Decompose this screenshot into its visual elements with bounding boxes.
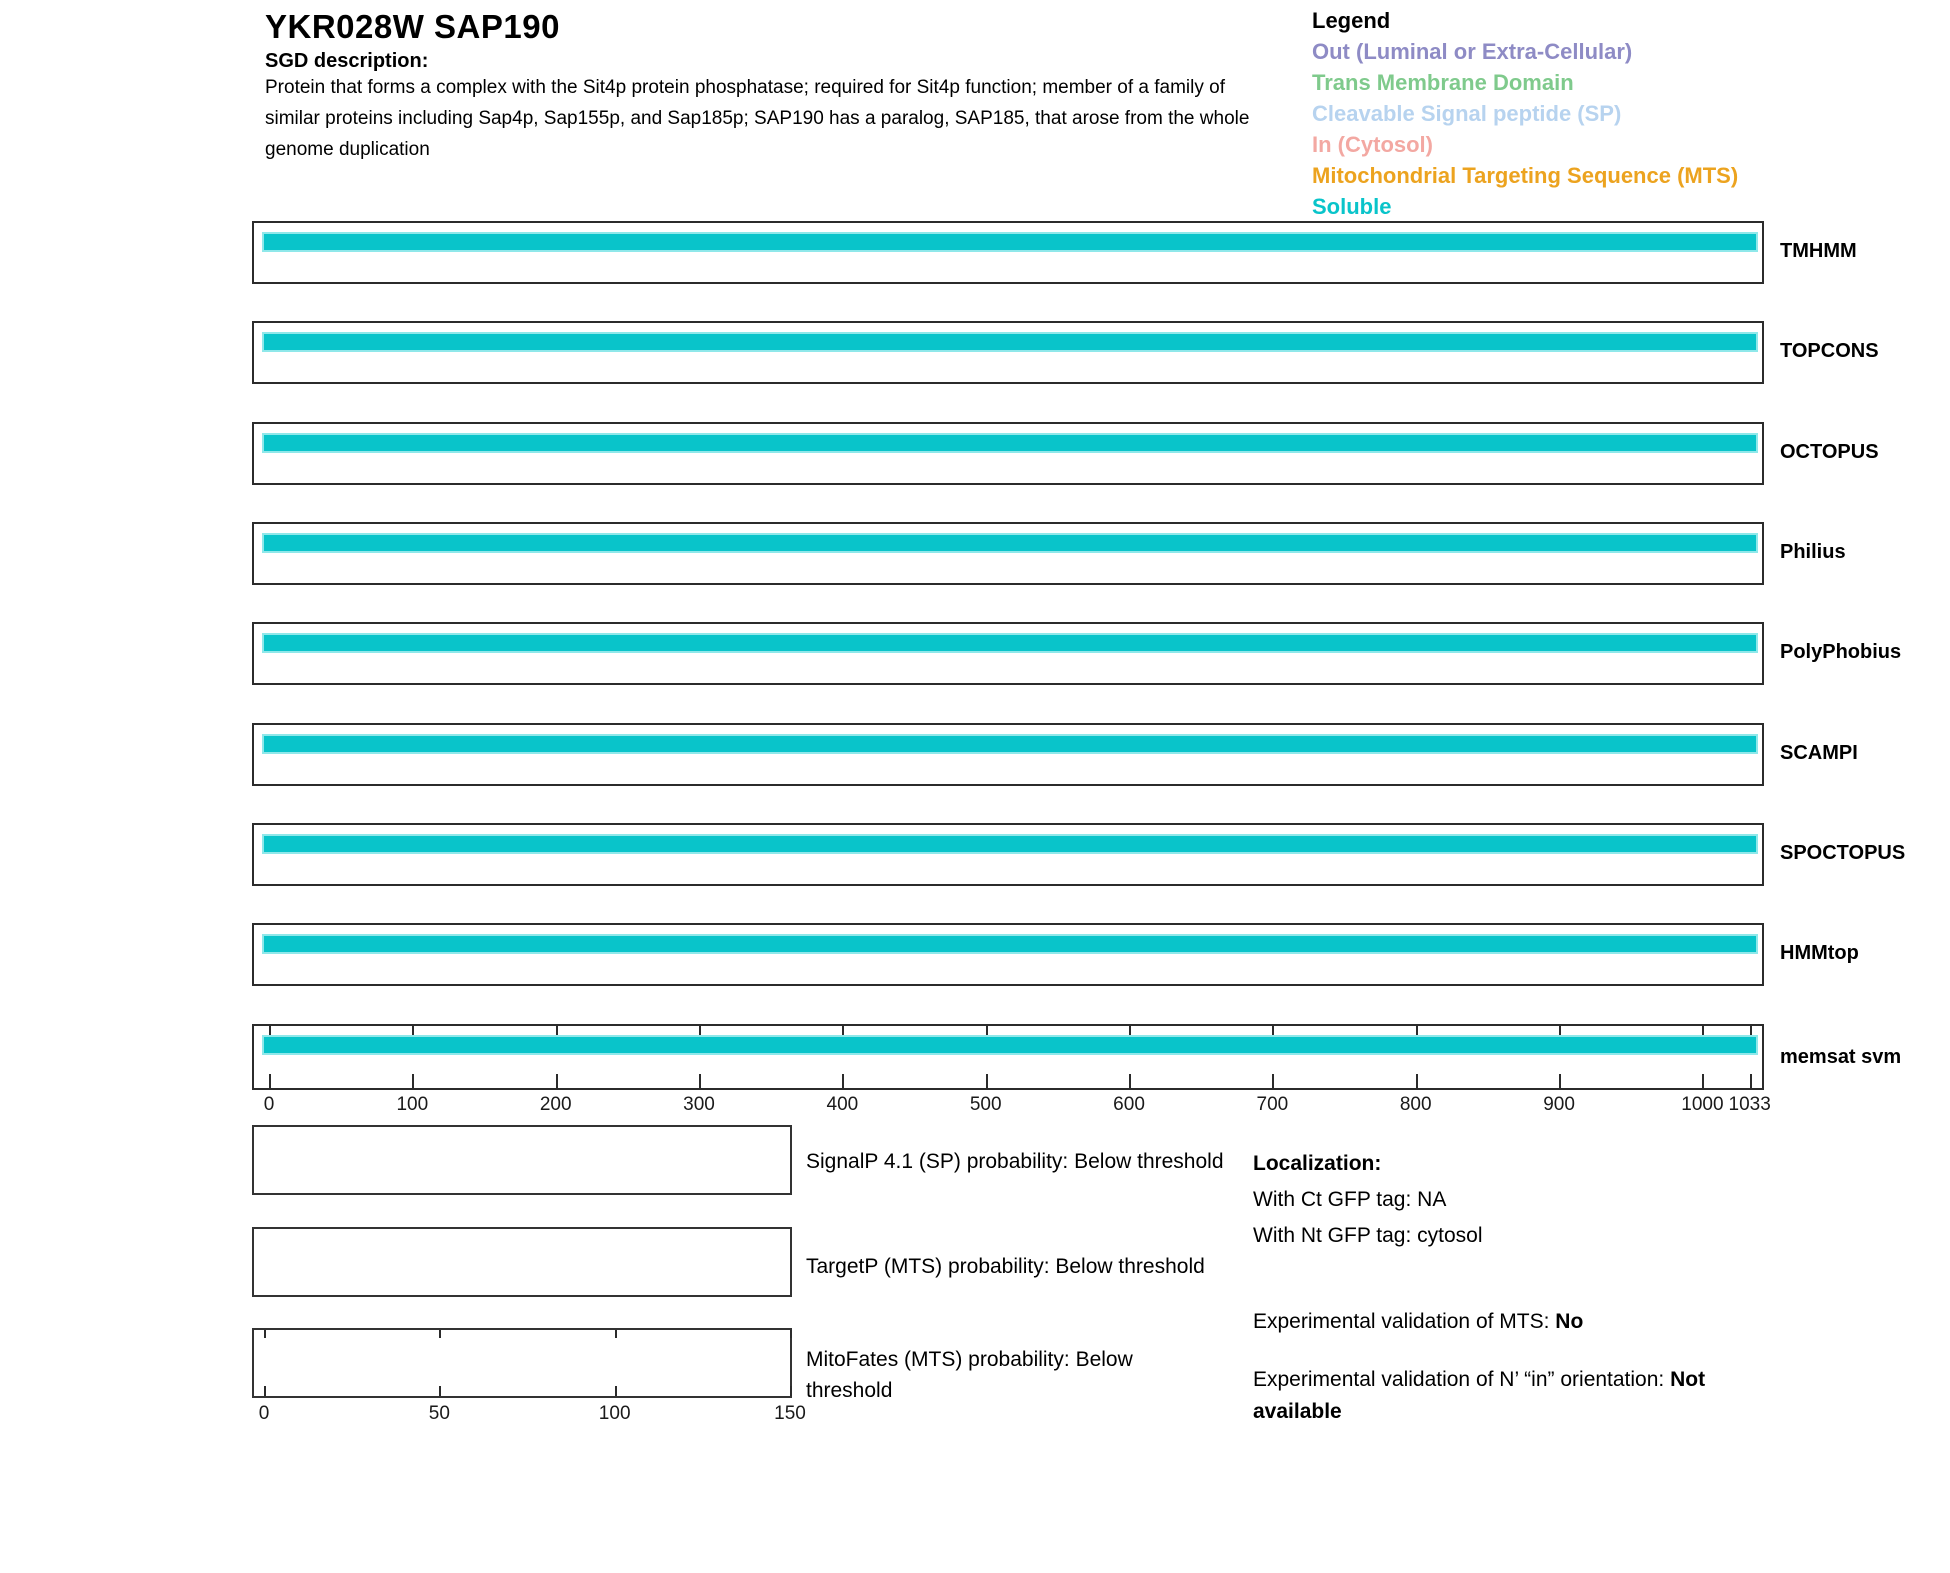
sgd-description-text: Protein that forms a complex with the Sit4p protein phosphatase; required for Sit4p function; member of a family of similar proteins including Sap4p, Sap155p, and Sap185p; SAP190 has a paralog, SAP185, that arose from the whole genome duplication [265,77,1250,160]
soluble-bar [262,734,1758,754]
axis-tick-label: 600 [1113,1094,1145,1115]
axis-tick-mark [264,1330,266,1338]
axis-tick-mark [1129,1074,1131,1088]
track-plot-topcons [252,321,1764,384]
axis-tick-label: 100 [598,1403,631,1424]
orientation-validation-line [1253,1364,1798,1428]
track-plot-scampi [252,723,1764,786]
track-label-memsat-svm: memsat svm [1780,1046,1902,1068]
legend-item-tm: Trans Membrane Domain [1312,70,1574,95]
legend-title: Legend [1312,8,1391,33]
axis-tick-mark [439,1386,441,1396]
localization-block [1253,1146,1483,1254]
axis-tick-mark [986,1074,988,1088]
track-plot-memsat-svm [252,1024,1764,1090]
axis-tick-mark [790,1330,792,1338]
mts-validation-line [1253,1306,1583,1338]
track-label-topcons: TOPCONS [1780,340,1879,362]
targetp-plot-box [252,1227,792,1297]
track-label-spoctopus: SPOCTOPUS [1780,842,1906,864]
axis-tick-mark [1416,1074,1418,1088]
track-plot-philius [252,522,1764,585]
axis-tick-label: 300 [683,1094,715,1115]
axis-tick-label: 700 [1256,1094,1289,1115]
axis-tick-label: 200 [539,1094,572,1115]
legend-item-mts: Mitochondrial Targeting Sequence (MTS) [1312,163,1739,188]
orientation-validation-value: Not available [1253,1368,1706,1423]
page-title: YKR028W SAP190 [265,8,560,45]
track-label-scampi: SCAMPI [1780,742,1858,764]
axis-tick-mark [439,1330,441,1338]
track-label-polyphobius: PolyPhobius [1780,641,1902,663]
mts-validation-value: No [1555,1310,1584,1333]
axis-tick-label: 0 [258,1403,270,1424]
axis-tick-mark [1559,1074,1561,1088]
axis-tick-label: 1000 [1681,1094,1724,1115]
axis-tick-mark [412,1074,414,1088]
axis-tick-mark [615,1330,617,1338]
mitofates-plot-box [252,1328,792,1398]
soluble-bar [262,934,1758,954]
track-plot-spoctopus [252,823,1764,886]
axis-tick-label: 50 [428,1403,450,1424]
legend-item-in: In (Cytosol) [1312,132,1433,157]
axis-tick-mark [842,1074,844,1088]
soluble-bar [262,834,1758,854]
residue-axis-labels [0,1094,1950,1116]
soluble-bar [262,232,1758,252]
track-label-hmmtop: HMMtop [1780,942,1859,964]
soluble-bar [262,533,1758,553]
track-plot-polyphobius [252,622,1764,685]
axis-tick-mark [1272,1074,1274,1088]
targetp-label: TargetP (MTS) probability: Below threshold [806,1255,1205,1278]
mts-validation-text: Experimental validation of MTS: [1253,1310,1556,1333]
legend-item-soluble: Soluble [1312,194,1392,219]
legend [1312,5,1738,222]
soluble-bar [262,433,1758,453]
axis-tick-mark [699,1074,701,1088]
axis-tick-mark [615,1386,617,1396]
localization-title: Localization: [1253,1152,1382,1175]
localization-ct-gfp: With Ct GFP tag: NA [1253,1188,1447,1211]
axis-tick-label: 150 [774,1403,806,1424]
signalp-label: SignalP 4.1 (SP) probability: Below threshold [806,1150,1224,1173]
axis-tick-mark [264,1386,266,1396]
soluble-bar [262,633,1758,653]
axis-tick-label: 800 [1399,1094,1432,1115]
legend-item-out: Out (Luminal or Extra-Cellular) [1312,39,1633,64]
track-label-philius: Philius [1780,541,1846,563]
axis-tick-label: 900 [1543,1094,1575,1115]
axis-tick-label: 500 [969,1094,1002,1115]
legend-item-sp: Cleavable Signal peptide (SP) [1312,101,1622,126]
axis-tick-mark [556,1074,558,1088]
track-plot-octopus [252,422,1764,485]
axis-tick-mark [269,1074,271,1088]
localization-nt-gfp: With Nt GFP tag: cytosol [1253,1224,1483,1247]
soluble-bar [262,332,1758,352]
axis-tick-label: 100 [396,1094,429,1115]
track-plot-tmhmm [252,221,1764,284]
axis-tick-mark [1750,1074,1752,1088]
track-plot-hmmtop [252,923,1764,986]
track-label-octopus: OCTOPUS [1780,441,1879,463]
axis-tick-mark [1702,1074,1704,1088]
axis-tick-label: 0 [263,1094,275,1115]
orientation-validation-text: Experimental validation of N’ “in” orientation: [1253,1368,1671,1391]
soluble-bar [262,1035,1758,1055]
signalp-plot-box [252,1125,792,1195]
track-label-tmhmm: TMHMM [1780,240,1857,262]
axis-tick-label: 400 [826,1094,859,1115]
sgd-description-heading: SGD description: [265,50,429,72]
mitofates-label: MitoFates (MTS) probability: Below threshold [806,1348,1133,1402]
axis-tick-label: 1033 [1728,1094,1771,1115]
axis-tick-mark [790,1386,792,1396]
